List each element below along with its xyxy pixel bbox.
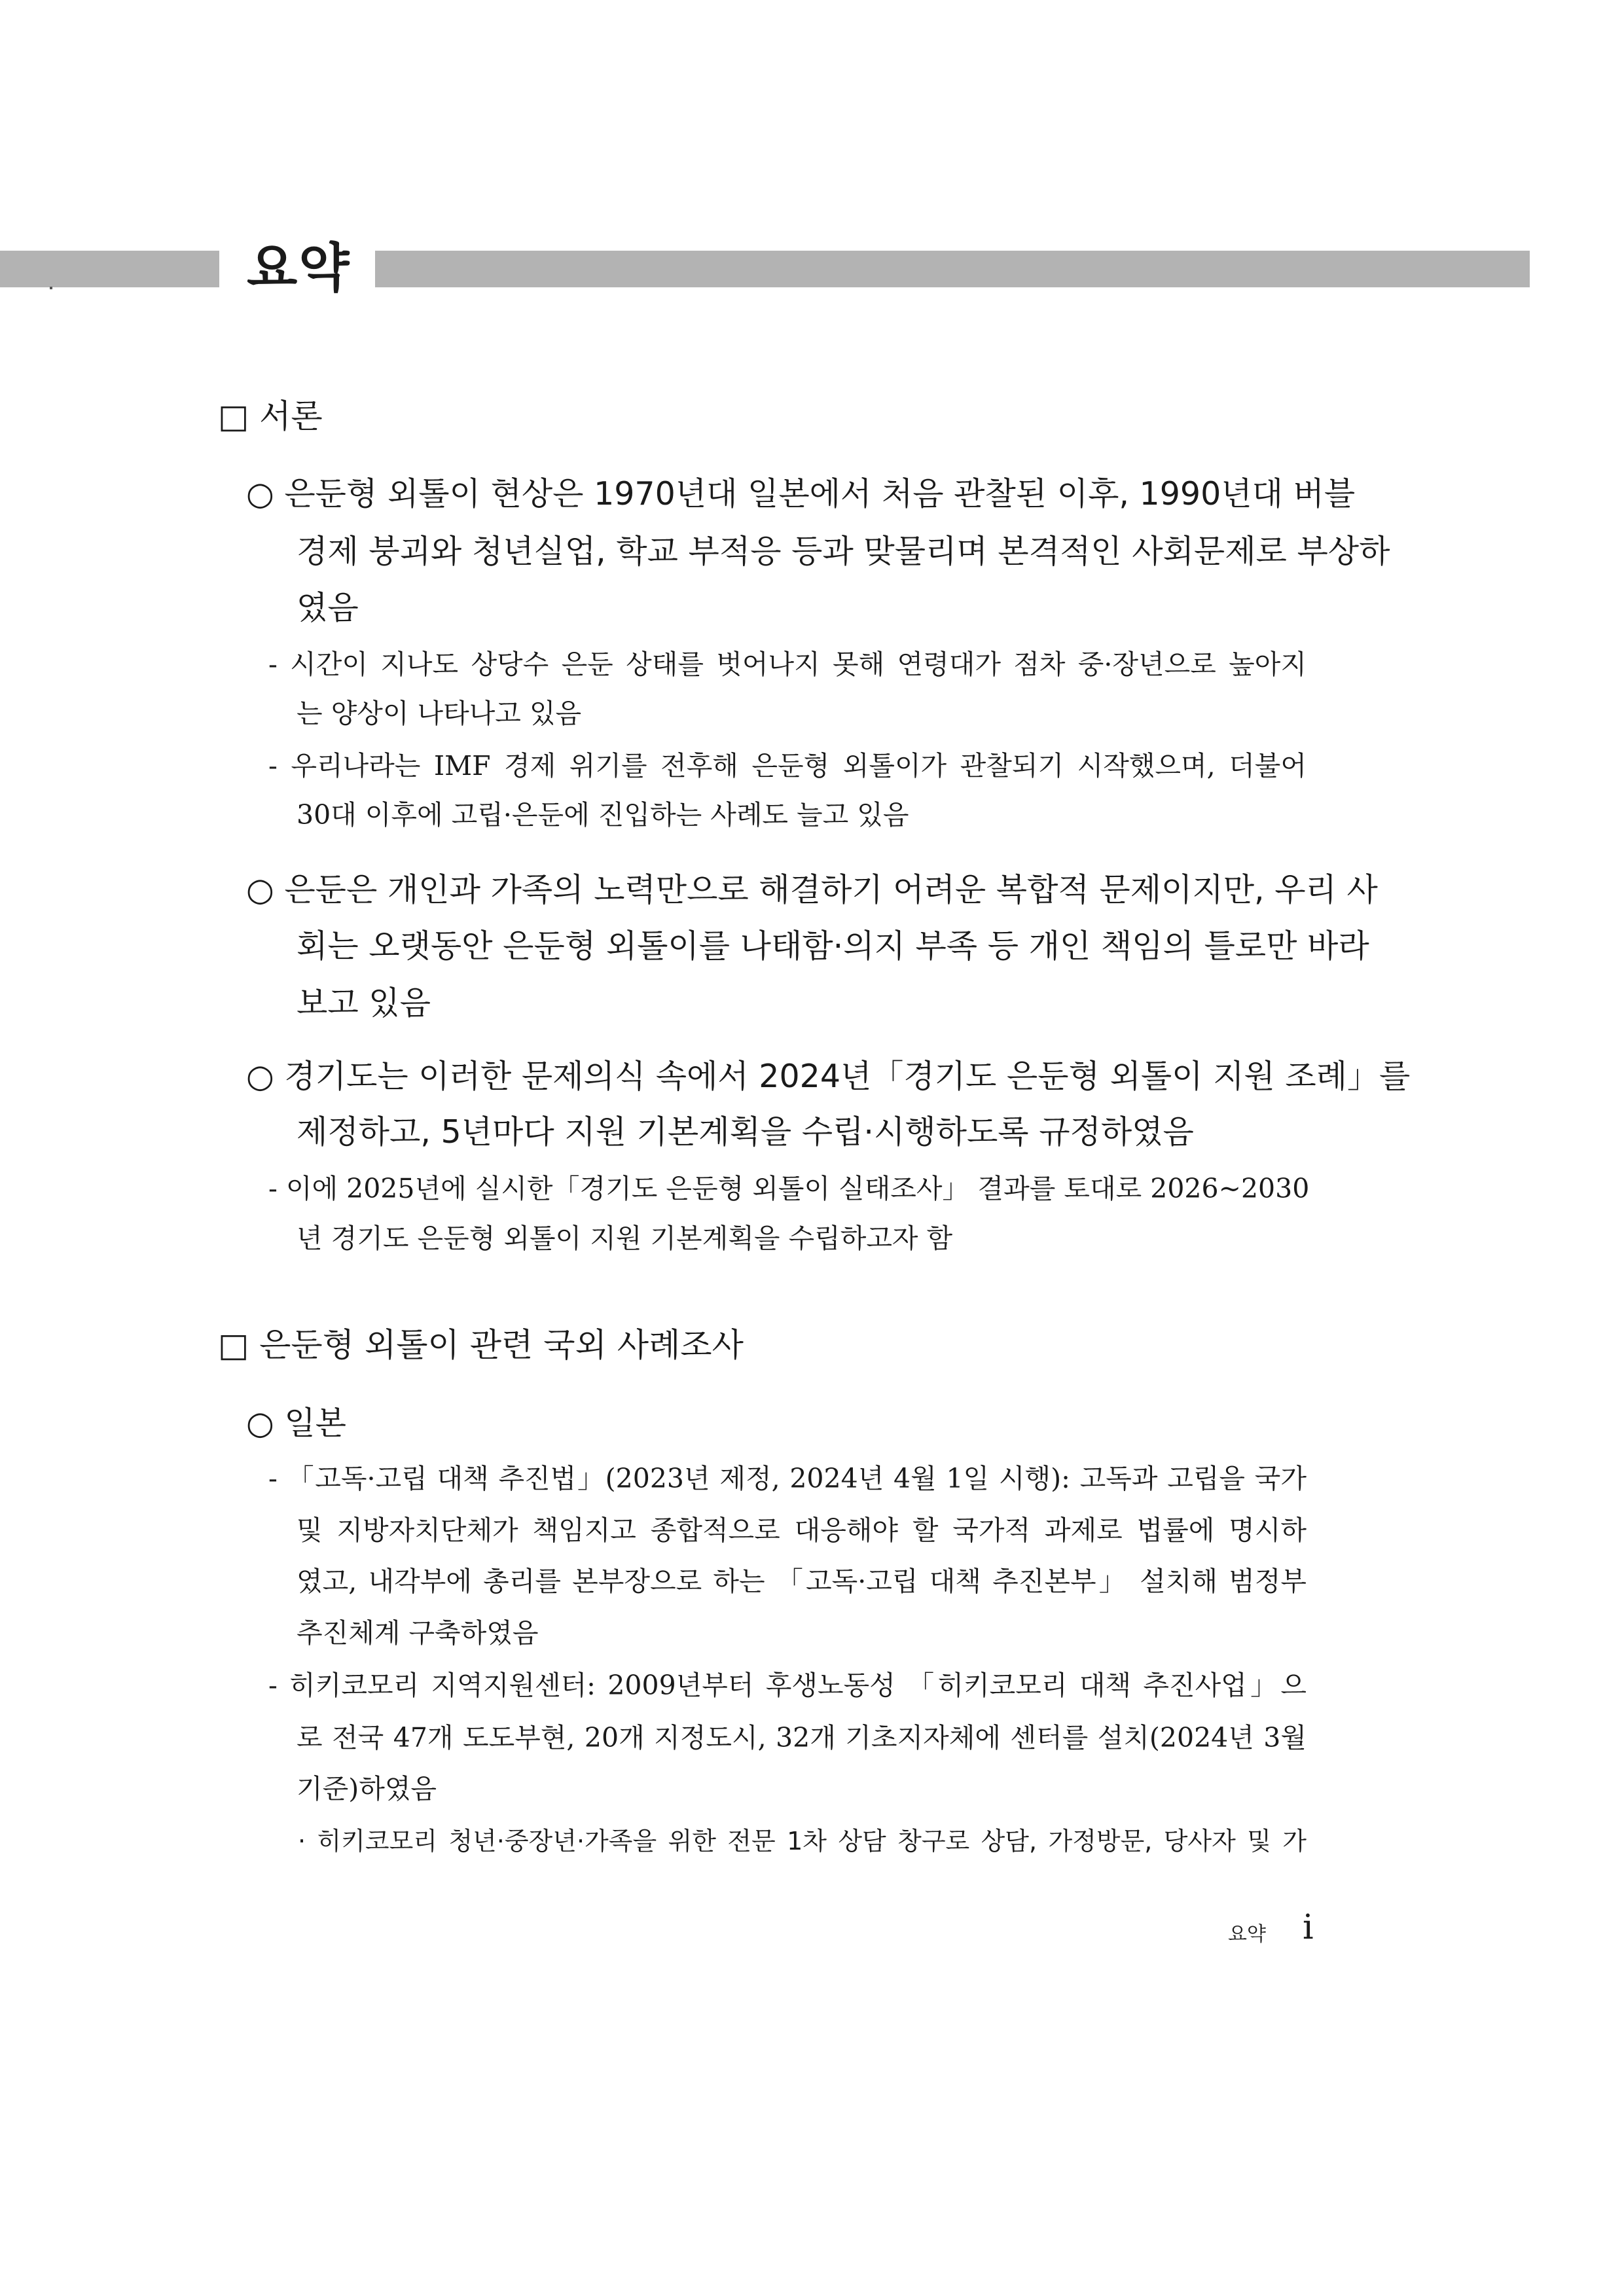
- bullet-item-line: · 히키코모리 청년·중장년·가족을 위한 전문 1차 상담 창구로 상담, 가정방문, 당사자 및 가: [298, 1827, 1307, 1856]
- dash-item-line: 30대 이후에 고립·은둔에 진입하는 사례도 늘고 있음: [297, 799, 909, 831]
- dash-item-line: - 히키코모리 지역지원센터: 2009년부터 후생노동성 「히키코모리 대책 추진사업」으: [268, 1670, 1307, 1701]
- dash-item-line: 및 지방자치단체가 책임지고 종합적으로 대응해야 할 국가적 과제로 법률에 명시하: [297, 1515, 1307, 1546]
- circle-item-line: 보고 있음: [297, 984, 431, 1022]
- circle-item-line: 회는 오랫동안 은둔형 외톨이를 나태함·의지 부족 등 개인 책임의 틀로만 바라: [297, 927, 1369, 965]
- circle-item-line: ○ 은둔형 외톨이 현상은 1970년대 일본에서 처음 관찰된 이후, 1990년대 버블: [246, 475, 1356, 512]
- page-number: i: [1303, 1908, 1314, 1947]
- circle-item-line: ○ 경기도는 이러한 문제의식 속에서 2024년「경기도 은둔형 외톨이 지원 조례」를: [246, 1058, 1411, 1095]
- circle-item-line: ○ 은둔은 개인과 가족의 노력만으로 해결하기 어려운 복합적 문제이지만, 우리 사: [246, 871, 1378, 908]
- dash-item-line: - 「고독·고립 대책 추진법」(2023년 제정, 2024년 4월 1일 시행): 고독과 고립을 국가: [268, 1463, 1307, 1494]
- dash-item-line: 로 전국 47개 도도부현, 20개 지정도시, 32개 기초지자체에 센터를 설치(2024년 3월: [297, 1722, 1307, 1753]
- dash-item-line: - 시간이 지나도 상당수 은둔 상태를 벗어나지 못해 연령대가 점차 중·장년으로 높아지: [268, 649, 1307, 680]
- footer-section-label: 요약: [1228, 1923, 1266, 1946]
- dash-item-line: 였고, 내각부에 총리를 본부장으로 하는 「고독·고립 대책 추진본부」 설치해 범정부: [297, 1566, 1307, 1597]
- dash-item-line: 추진체계 구축하였음: [297, 1617, 539, 1649]
- circle-item-line: 경제 붕괴와 청년실업, 학교 부적응 등과 맞물리며 본격적인 사회문제로 부상하: [297, 533, 1390, 570]
- page-title: 요약: [247, 238, 351, 298]
- dash-item-line: 는 양상이 나타나고 있음: [297, 698, 582, 729]
- dash-item-line: - 우리나라는 IMF 경제 위기를 전후해 은둔형 외톨이가 관찰되기 시작했으며, 더불어: [268, 750, 1307, 781]
- header-bar-left: [0, 251, 219, 287]
- dash-item-line: 기준)하였음: [297, 1773, 437, 1804]
- circle-item-line: 제정하고, 5년마다 지원 기본계획을 수립·시행하도록 규정하였음: [297, 1113, 1194, 1151]
- header-bar-right: [375, 251, 1530, 287]
- circle-item-line: 였음: [297, 589, 359, 626]
- dash-item-line: - 이에 2025년에 실시한「경기도 은둔형 외톨이 실태조사」 결과를 토대로 2026~2030: [268, 1173, 1310, 1204]
- section-heading-intro: □ 서론: [218, 397, 323, 435]
- dash-item-line: 년 경기도 은둔형 외톨이 지원 기본계획을 수립하고자 함: [297, 1223, 953, 1254]
- section-heading-overseas: □ 은둔형 외톨이 관련 국외 사례조사: [218, 1326, 744, 1364]
- header-mark: [50, 287, 52, 289]
- circle-item-line: ○ 일본: [246, 1405, 346, 1442]
